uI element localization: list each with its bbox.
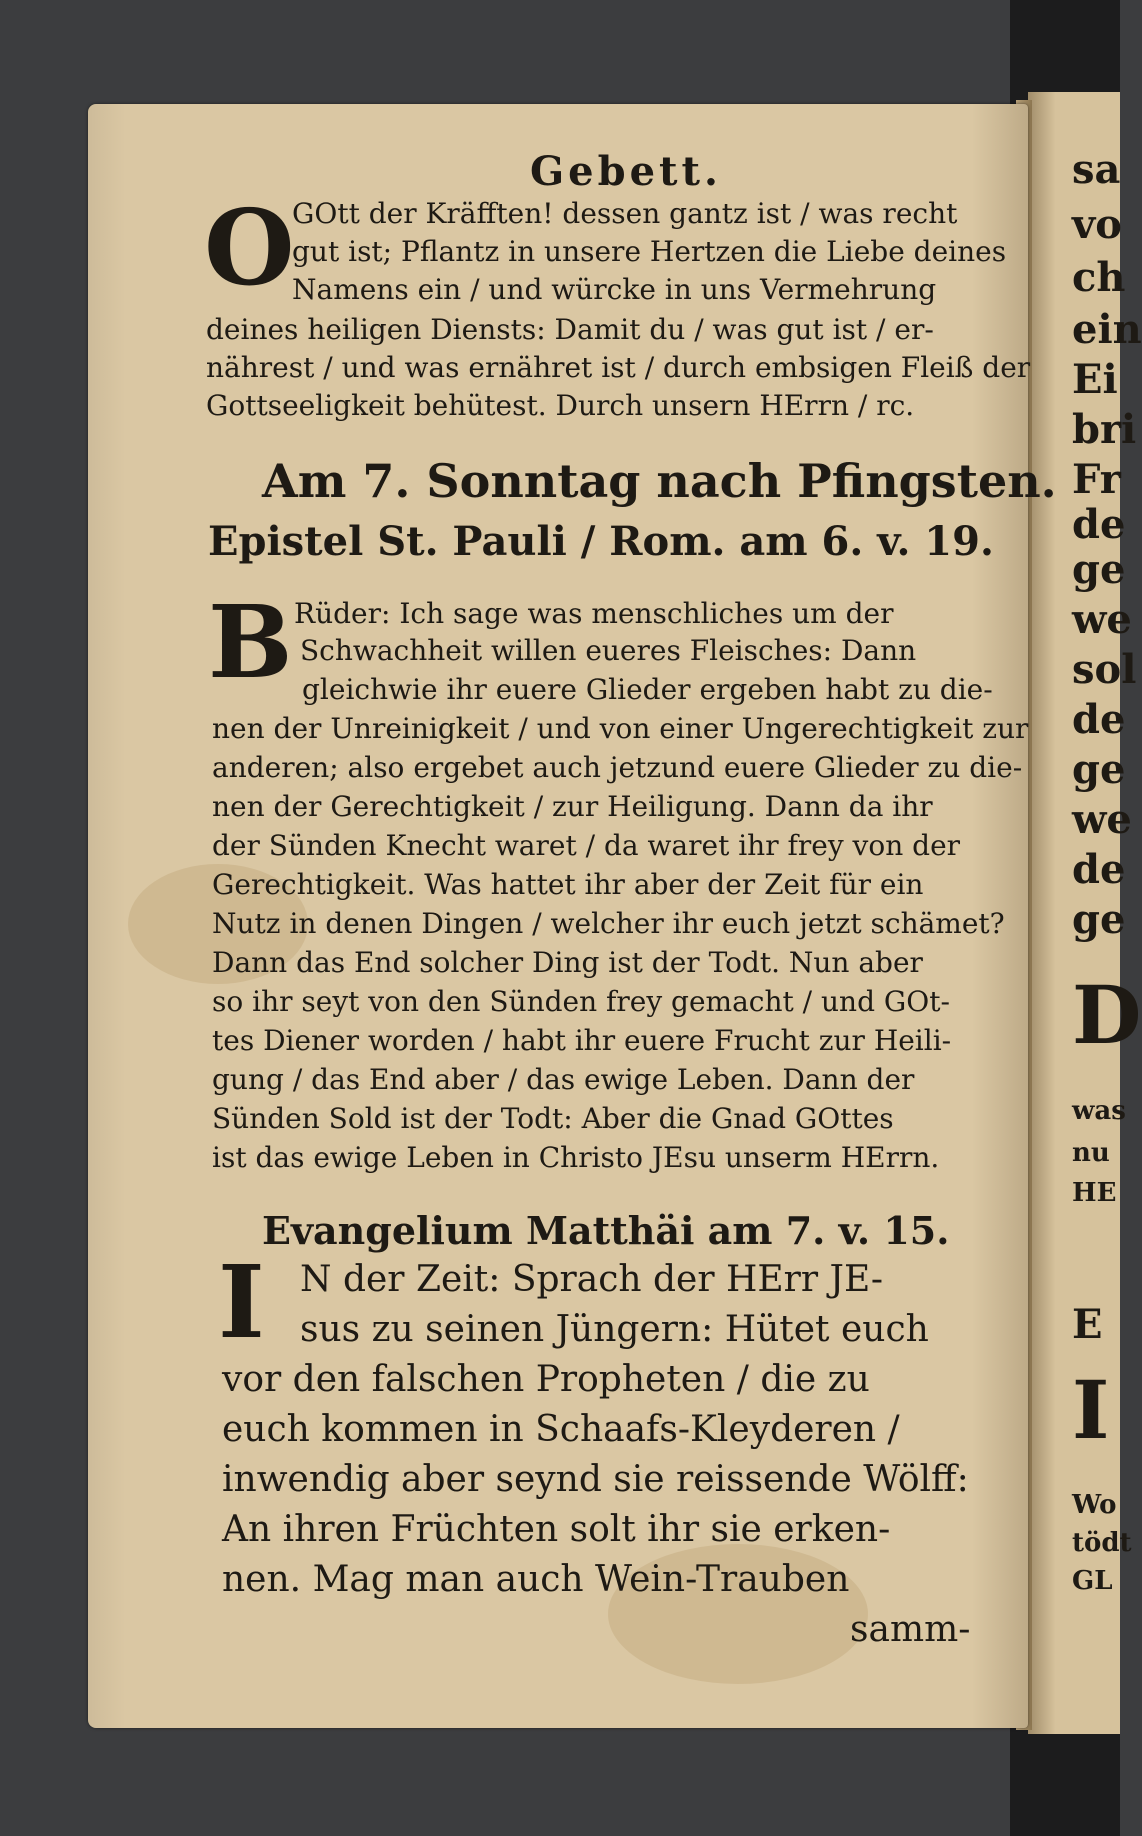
prayer-line: deines heiligen Diensts: Damit du / was gut ist / er- [206, 313, 934, 346]
facing-page-fragment: sol [1072, 646, 1137, 693]
facing-page-fragment: GL [1072, 1566, 1113, 1596]
facing-page-fragment: E [1072, 1301, 1103, 1348]
facing-page-fragment: de [1072, 501, 1126, 548]
gospel-line: nen. Mag man auch Wein-Trauben [222, 1559, 850, 1600]
facing-page-fragment: ch [1072, 254, 1126, 301]
facing-page-fragment: we [1072, 596, 1132, 643]
facing-page-fragment: Wo [1072, 1490, 1117, 1520]
facing-page-fragment: Fr [1072, 456, 1121, 503]
epistle-line: Sünden Sold ist der Todt: Aber die Gnad GOttes [212, 1102, 894, 1135]
epistle-heading: Epistel St. Pauli / Rom. am 6. v. 19. [208, 518, 994, 565]
gospel-line: An ihren Früchten solt ihr sie erken- [222, 1509, 891, 1550]
facing-page-fragment: bri [1072, 406, 1137, 453]
facing-page-fragment: D [1072, 968, 1142, 1062]
epistle-line: so ihr seyt von den Sünden frey gemacht / und GOt- [212, 985, 950, 1018]
gospel-drop-initial: I [218, 1243, 265, 1361]
facing-page-fragment: was [1072, 1096, 1126, 1126]
facing-page-fragment: ge [1072, 746, 1126, 793]
facing-page-fragment: ge [1072, 896, 1126, 943]
epistle-line: gleichwie ihr euere Glieder ergeben habt zu die- [302, 673, 993, 706]
facing-page-fragment: HE [1072, 1178, 1117, 1208]
epistle-line: Gerechtigkeit. Was hattet ihr aber der Zeit für ein [212, 868, 924, 901]
facing-page-fragment: sa [1072, 146, 1121, 193]
facing-page-fragment: Ei [1072, 356, 1118, 403]
prayer-title: Gebett. [530, 148, 722, 195]
prayer-line: nährest / und was ernähret ist / durch embsigen Fleiß der [206, 351, 1031, 384]
gospel-line: inwendig aber seynd sie reissende Wölff: [222, 1459, 969, 1500]
facing-page-fragment: ein [1072, 306, 1142, 353]
facing-page-fragment: de [1072, 696, 1126, 743]
epistle-line: der Sünden Knecht waret / da waret ihr frey von der [212, 829, 961, 862]
epistle-line: gung / das End aber / das ewige Leben. Dann der [212, 1063, 915, 1096]
epistle-line: ist das ewige Leben in Christo JEsu unserm HErrn. [212, 1141, 940, 1174]
gospel-line: N der Zeit: Sprach der HErr JE- [300, 1259, 884, 1300]
gospel-line: vor den falschen Propheten / die zu [222, 1359, 870, 1400]
epistle-line: anderen; also ergebet auch jetzund euere Glieder zu die- [212, 751, 1023, 784]
facing-page-fragment: de [1072, 846, 1126, 893]
gospel-heading: Evangelium Matthäi am 7. v. 15. [262, 1208, 950, 1253]
epistle-line: Schwachheit willen eueres Fleisches: Dann [300, 634, 917, 667]
prayer-line: Namens ein / und würcke in uns Vermehrung [292, 273, 937, 306]
epistle-line: nen der Gerechtigkeit / zur Heiligung. Dann da ihr [212, 790, 933, 823]
epistle-line: tes Diener worden / habt ihr euere Frucht zur Heili- [212, 1024, 952, 1057]
gospel-line: euch kommen in Schaafs-Kleyderen / [222, 1409, 900, 1450]
facing-page-fragment: ge [1072, 546, 1126, 593]
epistle-drop-initial: B [208, 583, 293, 701]
gospel-line: sus zu seinen Jüngern: Hütet euch [300, 1309, 929, 1350]
sunday-heading: Am 7. Sonntag nach Pfingsten. [262, 454, 1057, 508]
epistle-line: Rüder: Ich sage was menschliches um der [294, 597, 894, 630]
epistle-line: nen der Unreinigkeit / und von einer Ungerechtigkeit zur [212, 712, 1029, 745]
epistle-line: Dann das End solcher Ding ist der Todt. Nun aber [212, 946, 923, 979]
prayer-line: Gottseeligkeit behütest. Durch unsern HErrn / rc. [206, 389, 915, 422]
facing-page-fragment: we [1072, 796, 1132, 843]
prayer-line: GOtt der Kräfften! dessen gantz ist / was recht [292, 197, 958, 230]
prayer-drop-initial: O [204, 186, 295, 309]
epistle-line: Nutz in denen Dingen / welcher ihr euch jetzt schämet? [212, 907, 1005, 940]
facing-page-fragment: tödt [1072, 1528, 1132, 1558]
catchword: samm- [850, 1609, 971, 1650]
facing-page-fragment: vo [1072, 201, 1122, 248]
facing-page-fragment: nu [1072, 1138, 1110, 1168]
facing-page-fragment: I [1072, 1363, 1110, 1457]
prayer-line: gut ist; Pflantz in unsere Hertzen die Liebe deines [292, 235, 1007, 268]
